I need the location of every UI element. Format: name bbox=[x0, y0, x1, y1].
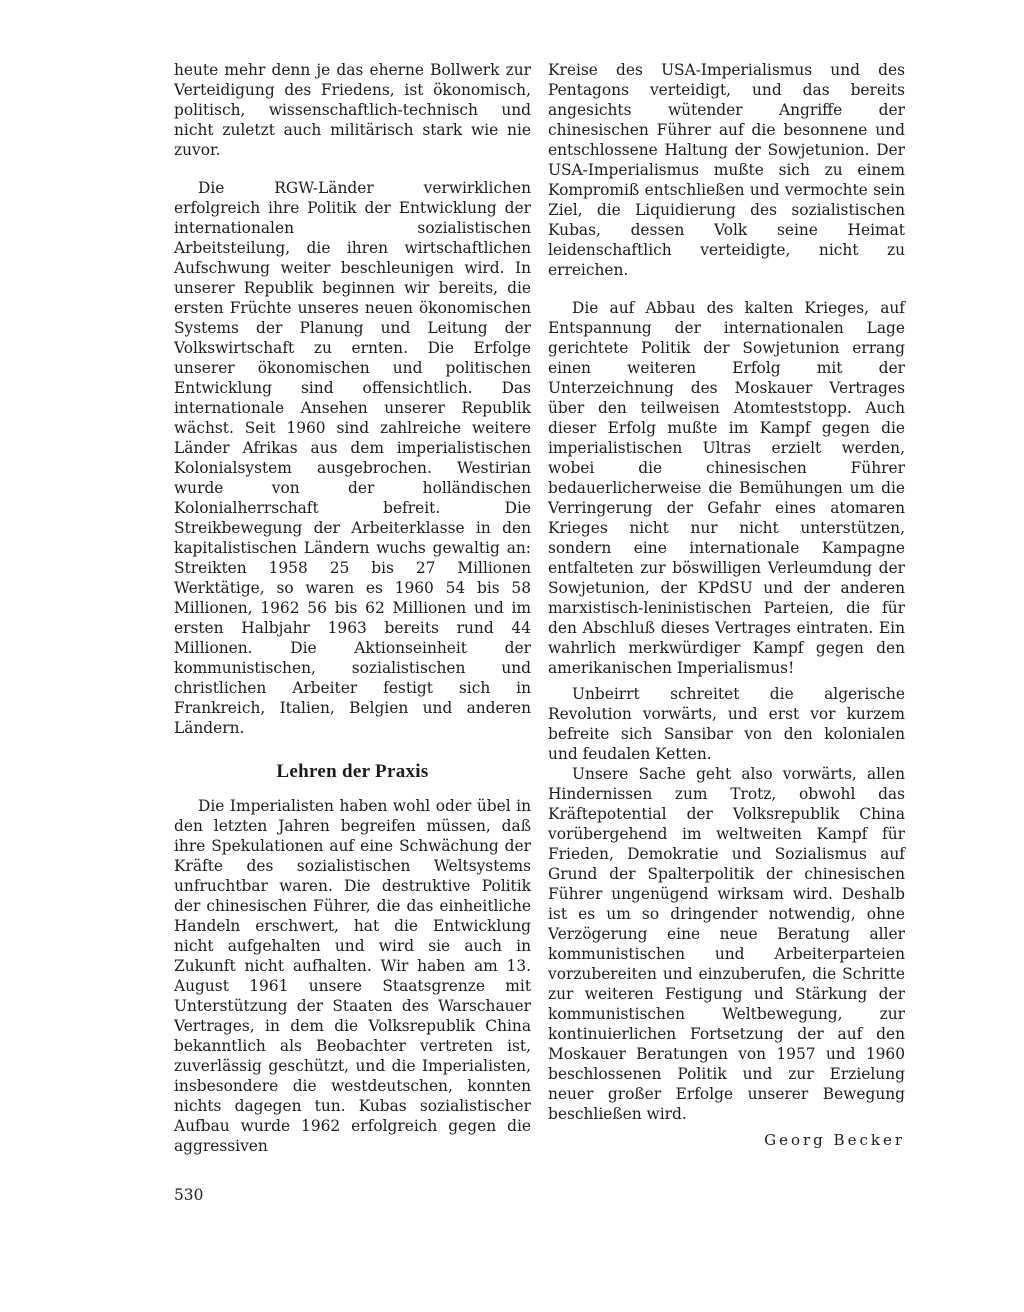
paragraph: heute mehr denn je das eherne Bollwerk zur Verteidigung des Friedens, ist ökonomisch, politisch, wissenschaftlich-technisch und nicht zuletzt auch militärisch stark wie nie zuvor. bbox=[174, 61, 531, 159]
page-number: 530 bbox=[174, 1186, 204, 1204]
paragraph: Unbeirrt schreitet die algerische Revolution vorwärts, und erst vor kurzem befreite sich Sansibar von den kolonialen und feudalen Ketten. bbox=[548, 685, 905, 763]
paragraph: Die RGW-Länder verwirklichen erfolgreich ihre Politik der Entwicklung der internationalen sozialistischen Arbeitsteilung, die ihren wirtschaftlichen Aufschwung weiter beschleunigen wird. In unserer Republik beginnen wir bereits, die ersten Früchte unseres neuen ökonomischen Systems der Planung und Leitung der Volkswirtschaft zu ernten. Die Erfolge unserer ökonomischen und politischen Entwicklung sind offensichtlich. Das internationale Ansehen unserer Republik wächst. Seit 1960 sind zahlreiche weitere Länder Afrikas aus dem imperialistischen Kolonialsystem ausgebrochen. Westirian wurde von der holländischen Kolonialherrschaft befreit. Die Streikbewegung der Arbeiterklasse in den kapitalistischen Ländern wuchs gewaltig an: Streikten 1958 25 bis 27 Millionen Werktätige, so waren es 1960 54 bis 58 Millionen, 1962 56 bis 62 Millionen und im ersten Halbjahr 1963 bereits rund 44 Millionen. Die Aktionseinheit der kommunistischen, sozialistischen und christlichen Arbeiter festigt sich in Frankreich, Italien, Belgien und anderen Ländern. bbox=[174, 179, 531, 737]
paragraph: Die auf Abbau des kalten Krieges, auf Entspannung der internationalen Lage gerichtete Politik der Sowjetunion errang einen weiteren Erfolg mit der Unterzeichnung des Moskauer Vertrages über den teilweisen Atomteststopp. Auch dieser Erfolg mußte im Kampf gegen die imperialistischen Ultras erzielt werden, wobei die chinesischen Führer bedauerlicherweise die Bemühungen um die Verringerung der Gefahr eines atomaren Krieges nicht nur nicht unterstützen, sondern eine internationale Kampagne entfalteten zur böswilligen Verleumdung der Sowjetunion, der KPdSU und der anderen marxistisch-leninistischen Parteien, die für den Abschluß dieses Vertrages eintraten. Ein wahrlich merkwürdiger Kampf gegen den amerikanischen Imperialismus! bbox=[548, 299, 905, 677]
right-column bbox=[548, 60, 905, 1150]
paragraph: Unsere Sache geht also vorwärts, allen Hindernissen zum Trotz, obwohl das Kräftepotential der Volksrepublik China vorübergehend im weltweiten Kampf für Frieden, Demokratie und Sozialismus auf Grund der Spalterpolitik der chinesischen Führer ungenügend wirksam wird. Deshalb ist es um so dringender notwendig, ohne Verzögerung eine neue Beratung aller kommunistischen und Arbeiterparteien vorzubereiten und einzuberufen, die Schritte zur weiteren Festigung und Stärkung der kommunistischen Weltbewegung, zur kontinuierlichen Fortsetzung der auf den Moskauer Beratungen von 1957 und 1960 beschlossenen Politik und zur Erzielung neuer großer Erfolge unserer Bewegung beschließen wird. bbox=[548, 765, 905, 1123]
left-column bbox=[174, 60, 531, 1156]
paragraph: Die Imperialisten haben wohl oder übel in den letzten Jahren begreifen müssen, daß ihre Spekulationen auf eine Schwächung der Kräfte des sozialistischen Weltsystems unfruchtbar waren. Die destruktive Politik der chinesischen Führer, die das einheitliche Handeln erschwert, hat die Entwicklung nicht aufgehalten und wird sie auch in Zukunft nicht aufhalten. Wir haben am 13. August 1961 unsere Staatsgrenze mit Unterstützung der Staaten des Warschauer Vertrages, in dem die Volksrepublik China bekanntlich als Beobachter vertreten ist, zuverlässig geschützt, und die Imperialisten, insbesondere die westdeutschen, konnten nichts dagegen tun. Kubas sozialistischer Aufbau wurde 1962 erfolgreich gegen die aggressiven bbox=[174, 797, 531, 1155]
section-heading: Lehren der Praxis bbox=[276, 761, 429, 782]
author-signature: Georg Becker bbox=[764, 1131, 905, 1149]
paragraph: Kreise des USA-Imperialismus und des Pentagons verteidigt, und das bereits angesichts wütender Angriffe der chinesischen Führer auf die besonnene und entschlossene Haltung der Sowjetunion. Der USA-Imperialismus mußte sich zu einem Kompromiß entschließen und vermochte sein Ziel, die Liquidierung des sozialistischen Kubas, dessen Volk seine Heimat leidenschaftlich verteidigte, nicht zu erreichen. bbox=[548, 61, 905, 279]
